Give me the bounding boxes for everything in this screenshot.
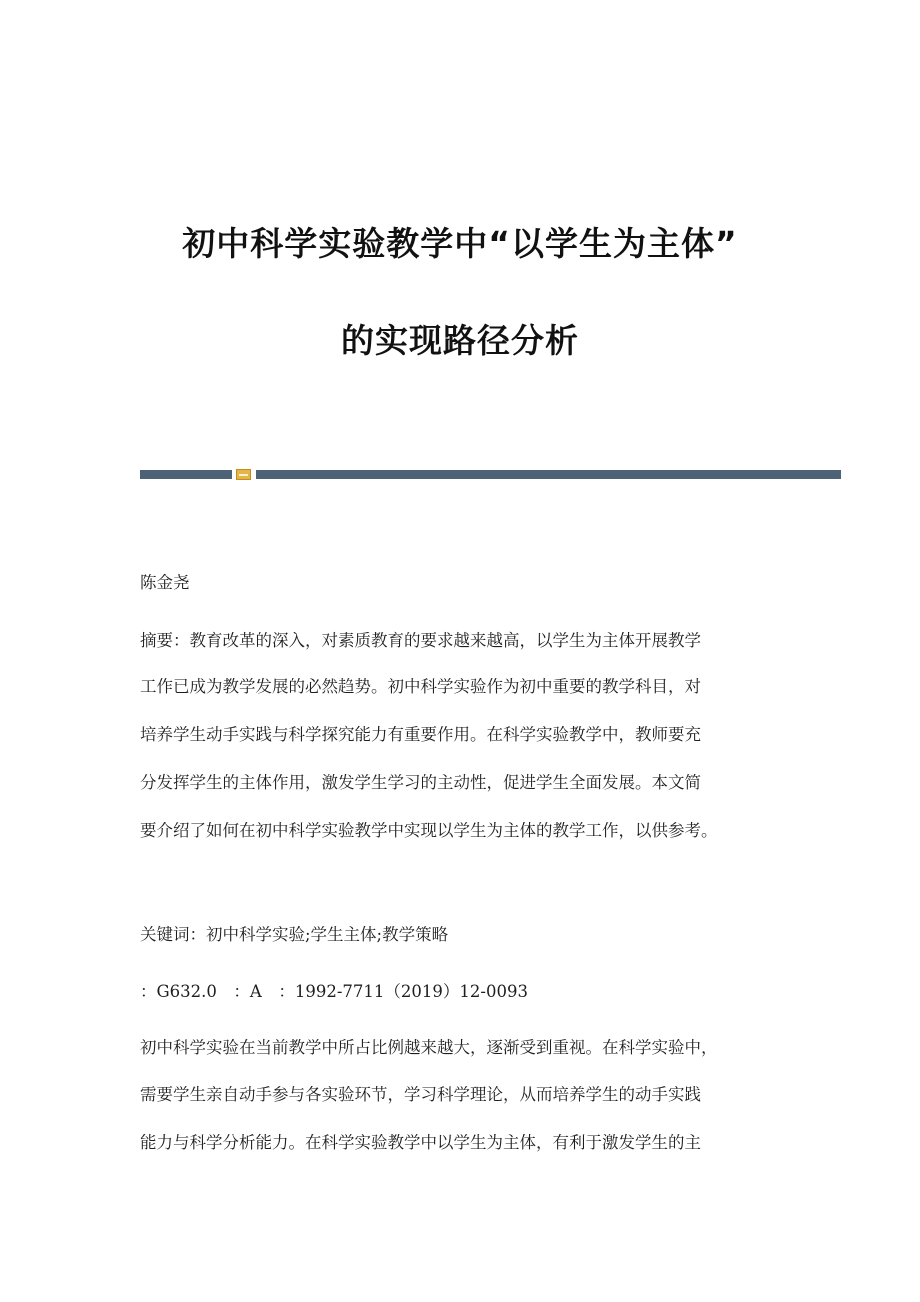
title-divider-right bbox=[256, 470, 841, 479]
abstract-line: 要介绍了如何在初中科学实验教学中实现以学生为主体的教学工作，以供参考。 bbox=[140, 821, 718, 840]
document-title-line-2: 的实现路径分析 bbox=[341, 321, 579, 360]
abstract-line: 分发挥学生的主体作用，激发学生学习的主动性，促进学生全面发展。本文简 bbox=[140, 773, 701, 792]
title-divider-left bbox=[140, 470, 232, 479]
body-line: 需要学生亲自动手参与各实验环节，学习科学理论，从而培养学生的动手实践 bbox=[140, 1085, 701, 1104]
abstract-line: 摘要：教育改革的深入，对素质教育的要求越来越高，以学生为主体开展教学 bbox=[140, 631, 701, 650]
classification-info: ：G632.0 ：A ：1992-7711（2019）12-0093 bbox=[140, 982, 528, 1001]
body-line: 初中科学实验在当前教学中所占比例越来越大，逐渐受到重视。在科学实验中， bbox=[140, 1038, 718, 1057]
divider-marker-icon bbox=[236, 469, 251, 480]
abstract-line: 培养学生动手实践与科学探究能力有重要作用。在科学实验教学中，教师要充 bbox=[140, 725, 701, 744]
abstract-line: 工作已成为教学发展的必然趋势。初中科学实验作为初中重要的教学科目，对 bbox=[140, 677, 701, 696]
keywords: 关键词：初中科学实验;学生主体;教学策略 bbox=[140, 925, 449, 944]
author-name: 陈金尧 bbox=[140, 573, 190, 592]
document-title-line-1: 初中科学实验教学中“以学生为主体” bbox=[182, 224, 738, 263]
body-line: 能力与科学分析能力。在科学实验教学中以学生为主体，有利于激发学生的主 bbox=[140, 1133, 701, 1152]
